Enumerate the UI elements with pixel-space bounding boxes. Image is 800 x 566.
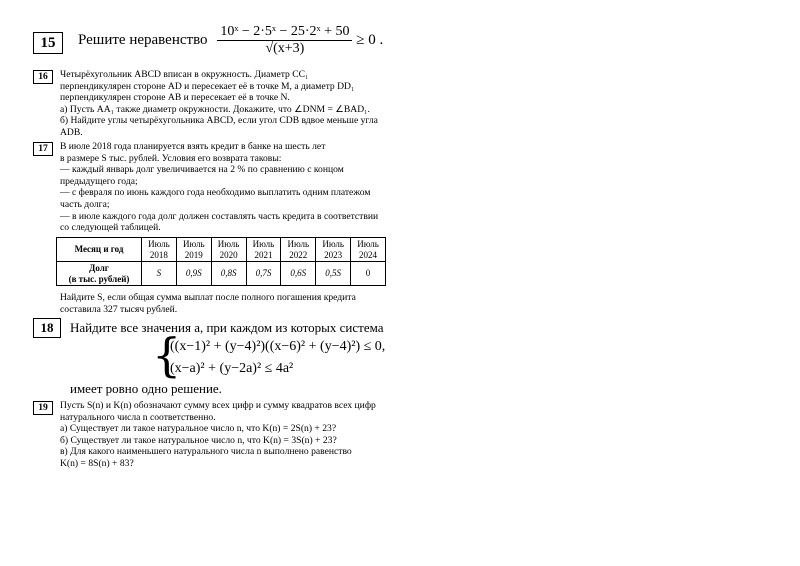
problem-17-line: — в июле каждого года долг должен составлять часть кредита в соответствии xyxy=(60,210,379,222)
problem-18-system xyxy=(170,336,385,380)
problem-19-number: 19 xyxy=(33,401,53,415)
problem-16-line: Четырёхугольник ABCD вписан в окружность. Диаметр CC₁ xyxy=(60,69,309,80)
problem-18-after: имеет ровно одно решение. xyxy=(70,381,222,396)
problem-16-line: перпендикулярен стороне AD и пересекает её в точке M, а диаметр DD₁ xyxy=(60,80,355,92)
table-cell: 0 xyxy=(351,262,386,286)
problem-16-line: ADB. xyxy=(60,126,83,138)
system-eq1: ((x−1)² + (y−4)²)((x−6)² + (y−4)²) ≤ 0, xyxy=(170,339,386,354)
problem-16-line: а) Пусть AA₁ также диаметр окружности. Докажите, что ∠DNM = ∠BAD₁. xyxy=(60,103,370,115)
table-header-cell: Июль 2023 xyxy=(316,238,351,262)
table-cell: 0,7S xyxy=(246,262,281,286)
table-row xyxy=(57,238,386,262)
table-cell: 0,8S xyxy=(211,262,246,286)
table-header-cell: Июль 2019 xyxy=(176,238,211,262)
problem-19-line: в) Для какого наименьшего натурального числа n выполнено равенство xyxy=(60,446,352,458)
problem-17-line: составила 327 тысяч рублей. xyxy=(60,303,178,315)
problem-15-numerator: 10ˣ − 2·5ˣ − 25·2ˣ + 50 xyxy=(217,24,352,41)
problem-17-after xyxy=(60,292,390,315)
problem-17-line: Найдите S, если общая сумма выплат после полного погашения кредита xyxy=(60,292,356,303)
table-cell: 0,6S xyxy=(281,262,316,286)
table-header-cell: Июль 2020 xyxy=(211,238,246,262)
problem-17-line: — каждый январь долг увеличивается на 2 % по сравнению с концом xyxy=(60,164,344,176)
table-row-label: Долг (в тыс. рублей) xyxy=(57,262,142,286)
problem-19 xyxy=(60,400,390,470)
table-header-cell: Июль 2018 xyxy=(142,238,177,262)
problem-17-line: — с февраля по июнь каждого года необходимо выплатить одним платежом xyxy=(60,187,371,199)
problem-17-line: часть долга; xyxy=(60,198,110,210)
problem-17 xyxy=(60,141,390,234)
problem-18-text: Найдите все значения a, при каждом из которых система xyxy=(70,320,384,335)
problem-19-line: K(n) = 8S(n) + 83? xyxy=(60,457,134,469)
system-brace: { xyxy=(152,328,182,382)
credit-table xyxy=(56,237,386,286)
problem-19-line: Пусть S(n) и K(n) обозначают сумму всех цифр и сумму квадратов всех цифр xyxy=(60,400,376,411)
table-header-label: Месяц и год xyxy=(57,238,142,262)
problem-17-line: В июле 2018 года планируется взять кредит в банке на шесть лет xyxy=(60,141,326,152)
problem-19-line: б) Существует ли такое натуральное число n, что K(n) = 3S(n) + 23? xyxy=(60,434,337,446)
problem-15 xyxy=(78,24,383,57)
table-cell: S xyxy=(142,262,177,286)
table-row xyxy=(57,262,386,286)
problem-17-line: со следующей таблицей. xyxy=(60,222,161,234)
problem-18-number: 18 xyxy=(33,318,61,338)
problem-16-number: 16 xyxy=(33,70,53,84)
table-header-cell: Июль 2021 xyxy=(246,238,281,262)
problem-15-denominator: √(x+3) xyxy=(265,41,305,56)
problem-16-line: перпендикулярен стороне AB и пересекает её в точке N. xyxy=(60,92,290,104)
problem-15-text: Решите неравенство xyxy=(78,31,208,48)
table-cell: 0,5S xyxy=(316,262,351,286)
problem-16-line: б) Найдите углы четырёхугольника ABCD, если угол CDB вдвое меньше угла xyxy=(60,115,378,127)
problem-15-number: 15 xyxy=(33,32,63,54)
problem-17-line: предыдущего года; xyxy=(60,175,138,187)
problem-15-fraction xyxy=(217,24,352,57)
problem-19-line: натурального числа n соответственно. xyxy=(60,411,216,423)
problem-15-tail: ≥ 0 . xyxy=(356,31,384,48)
problem-19-line: а) Существует ли такое натуральное число n, что K(n) = 2S(n) + 23? xyxy=(60,423,337,435)
problem-17-number: 17 xyxy=(33,142,53,156)
problem-17-line: в размере S тыс. рублей. Условия его возврата таковы: xyxy=(60,152,282,164)
system-eq2: (x−a)² + (y−2a)² ≤ 4a² xyxy=(170,361,294,376)
problem-16 xyxy=(60,69,390,139)
table-header-cell: Июль 2022 xyxy=(281,238,316,262)
table-cell: 0,9S xyxy=(176,262,211,286)
table-header-cell: Июль 2024 xyxy=(351,238,386,262)
